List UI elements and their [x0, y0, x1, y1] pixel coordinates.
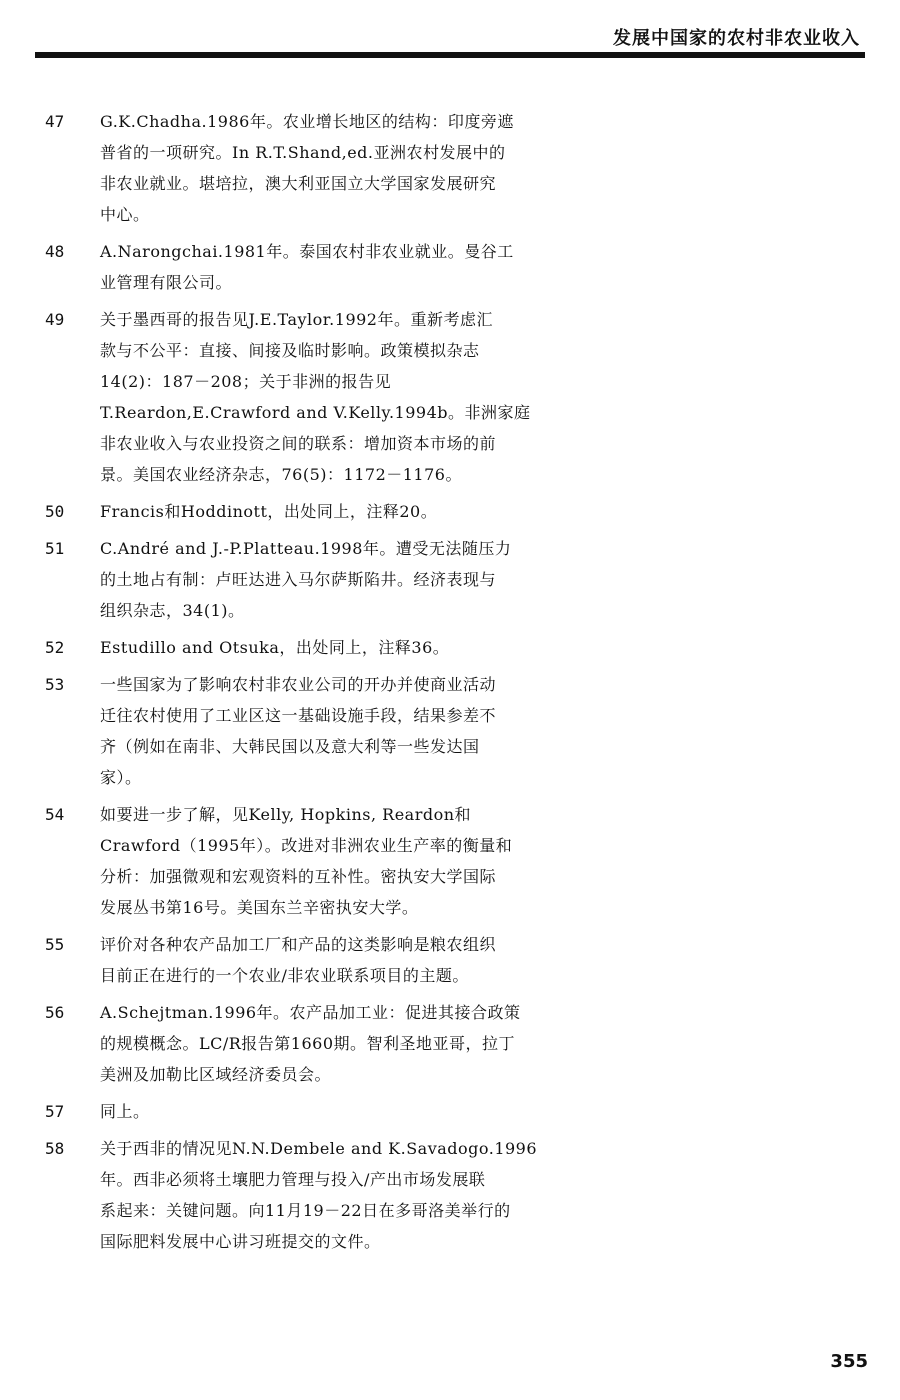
running-head-title: 发展中国家的农村非农业收入	[613, 28, 860, 49]
note-text-line: 齐（例如在南非、大韩民国以及意大利等一些发达国	[100, 737, 480, 756]
note-text	[100, 304, 580, 490]
note-text-line: 关于西非的情况见N.N.Dembele and K.Savadogo.1996	[100, 1139, 538, 1158]
note-text	[100, 997, 580, 1090]
note-text-line: 发展丛书第16号。美国东兰辛密执安大学。	[100, 898, 419, 917]
note-text-line: A.Narongchai.1981年。泰国农村非农业就业。曼谷工	[100, 242, 514, 261]
note-text-line: 业管理有限公司。	[100, 273, 233, 292]
note-text	[100, 496, 580, 527]
note-text	[100, 669, 580, 793]
note-text	[100, 929, 580, 991]
note-text-line: 14(2)：187－208；关于非洲的报告见	[100, 372, 392, 391]
note-text	[100, 1133, 580, 1257]
note-text-line: 关于墨西哥的报告见J.E.Taylor.1992年。重新考虑汇	[100, 310, 493, 329]
note-text-line: 美洲及加勒比区域经济委员会。	[100, 1065, 332, 1084]
note-number: 55	[45, 935, 65, 954]
page-number: 355	[830, 1351, 868, 1372]
note-text-line: 的规模概念。LC/R报告第1660期。智利圣地亚哥，拉丁	[100, 1034, 516, 1053]
note-text-line: 的土地占有制：卢旺达进入马尔萨斯陷井。经济表现与	[100, 570, 497, 589]
note-text-line: 家）。	[100, 768, 142, 787]
note-text	[100, 799, 580, 923]
note-entry	[0, 997, 900, 1090]
note-number: 49	[45, 310, 65, 329]
note-text-line: 景。美国农业经济杂志，76(5)：1172－1176。	[100, 465, 462, 484]
note-number: 52	[45, 638, 65, 657]
note-entry	[0, 533, 900, 626]
note-number: 56	[45, 1003, 65, 1022]
note-text-line: C.André and J.-P.Platteau.1998年。遭受无法随压力	[100, 539, 512, 558]
note-entry	[0, 1096, 900, 1127]
note-text-line: 普省的一项研究。In R.T.Shand,ed.亚洲农村发展中的	[100, 143, 506, 162]
note-text	[100, 533, 580, 626]
note-text-line: 同上。	[100, 1102, 150, 1121]
note-text-line: Crawford（1995年）。改进对非洲农业生产率的衡量和	[100, 836, 513, 855]
note-text-line: 非农业就业。堪培拉，澳大利亚国立大学国家发展研究	[100, 174, 497, 193]
note-entry	[0, 106, 900, 230]
note-text-line: 一些国家为了影响农村非农业公司的开办并使商业活动	[100, 675, 497, 694]
note-text-line: A.Schejtman.1996年。农产品加工业：促进其接合政策	[100, 1003, 521, 1022]
note-text-line: T.Reardon,E.Crawford and V.Kelly.1994b。非洲家庭	[100, 403, 531, 422]
note-text-line: 如要进一步了解，见Kelly, Hopkins, Reardon和	[100, 805, 472, 824]
note-text-line: 目前正在进行的一个农业/非农业联系项目的主题。	[100, 966, 469, 985]
note-text-line: 非农业收入与农业投资之间的联系：增加资本市场的前	[100, 434, 497, 453]
note-text-line: 系起来：关键问题。向11月19－22日在多哥洛美举行的	[100, 1201, 511, 1220]
note-text-line: 国际肥料发展中心讲习班提交的文件。	[100, 1232, 381, 1251]
note-text-line: 评价对各种农产品加工厂和产品的这类影响是粮农组织	[100, 935, 497, 954]
note-entry	[0, 496, 900, 527]
note-text	[100, 1096, 580, 1127]
note-text-line: 迁往农村使用了工业区这一基础设施手段，结果参差不	[100, 706, 497, 725]
note-entry	[0, 929, 900, 991]
note-number: 51	[45, 539, 65, 558]
note-text	[100, 106, 580, 230]
note-text-line: 分析：加强微观和宏观资料的互补性。密执安大学国际	[100, 867, 497, 886]
note-text-line: Francis和Hoddinott，出处同上，注释20。	[100, 502, 438, 521]
note-entry	[0, 304, 900, 490]
note-text-line: 中心。	[100, 205, 150, 224]
note-text-line: 款与不公平：直接、间接及临时影响。政策模拟杂志	[100, 341, 480, 360]
note-number: 58	[45, 1139, 65, 1158]
note-number: 54	[45, 805, 65, 824]
note-number: 57	[45, 1102, 65, 1121]
note-number: 50	[45, 502, 65, 521]
note-text-line: G.K.Chadha.1986年。农业增长地区的结构：印度旁遮	[100, 112, 514, 131]
note-text	[100, 236, 580, 298]
note-entry	[0, 1133, 900, 1257]
note-number: 53	[45, 675, 65, 694]
note-number: 47	[45, 112, 65, 131]
note-entry	[0, 669, 900, 793]
notes-list	[0, 106, 900, 1263]
note-entry	[0, 799, 900, 923]
note-number: 48	[45, 242, 65, 261]
note-text	[100, 632, 580, 663]
note-text-line: 年。西非必须将土壤肥力管理与投入/产出市场发展联	[100, 1170, 486, 1189]
note-text-line: 组织杂志，34(1)。	[100, 601, 245, 620]
note-entry	[0, 236, 900, 298]
header-rule	[35, 52, 865, 58]
note-entry	[0, 632, 900, 663]
note-text-line: Estudillo and Otsuka，出处同上，注释36。	[100, 638, 450, 657]
